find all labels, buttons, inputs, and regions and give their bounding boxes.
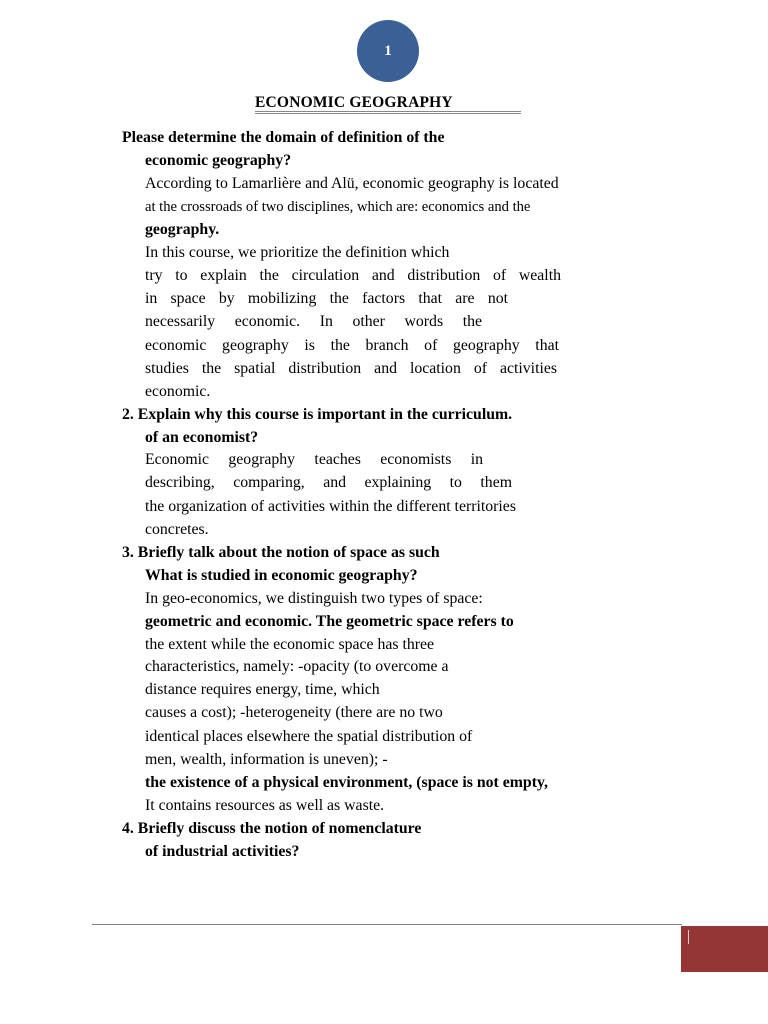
question-2-line-1: 2. Explain why this course is important in the curriculum. (122, 406, 513, 423)
question-4-line-1: 4. Briefly discuss the notion of nomenclature (122, 820, 422, 837)
answer-1-line-7: necessarily economic. In other words the (145, 313, 482, 330)
answer-3-line-2: geometric and economic. The geometric space refers to (145, 613, 514, 630)
answer-1-line-6: in space by mobilizing the factors that are not (145, 290, 508, 307)
question-1-line-2: economic geography? (145, 152, 292, 169)
answer-1-line-4: In this course, we prioritize the definition which (145, 244, 450, 261)
answer-2-line-4: concretes. (145, 521, 209, 538)
answer-1-line-3: geography. (145, 221, 220, 238)
answer-1-line-1: According to Lamarlière and Alü, economic geography is located (145, 175, 559, 192)
question-4-line-2: of industrial activities? (145, 843, 300, 860)
footer-divider (92, 924, 682, 925)
answer-1-line-2: at the crossroads of two disciplines, which are: economics and the (145, 199, 531, 215)
answer-2-line-1: Economic geography teaches economists in (145, 451, 483, 468)
answer-1-line-8: economic geography is the branch of geography that (145, 337, 559, 354)
answer-3-line-9: the existence of a physical environment, (space is not empty, (145, 774, 548, 791)
answer-1-line-10: economic. (145, 383, 211, 400)
answer-3-line-1: In geo-economics, we distinguish two types of space: (145, 590, 483, 607)
answer-3-line-6: causes a cost); -heterogeneity (there are no two (145, 704, 443, 721)
answer-3-line-7: identical places elsewhere the spatial distribution of (145, 728, 473, 745)
answer-3-line-8: men, wealth, information is uneven); - (145, 751, 388, 768)
title-underline (255, 111, 521, 114)
document-title: ECONOMIC GEOGRAPHY (255, 94, 453, 111)
question-3-line-2: What is studied in economic geography? (145, 567, 418, 584)
answer-1-line-9: studies the spatial distribution and location of activities (145, 360, 557, 377)
answer-1-line-5: try to explain the circulation and distribution of wealth (145, 267, 561, 284)
answer-3-line-10: It contains resources as well as waste. (145, 797, 385, 814)
question-3-line-1: 3. Briefly talk about the notion of space as such (122, 544, 440, 561)
question-2-line-2: of an economist? (145, 429, 259, 446)
question-1-line-1: Please determine the domain of definition of the (122, 129, 445, 146)
page-number-badge: 1 (357, 20, 419, 82)
answer-2-line-2: describing, comparing, and explaining to them (145, 474, 512, 491)
answer-2-line-3: the organization of activities within the different territories (145, 498, 516, 515)
answer-3-line-4: characteristics, namely: -opacity (to overcome a (145, 658, 449, 675)
footer-accent-block (681, 926, 768, 972)
footer-accent-tick (688, 930, 689, 944)
answer-3-line-5: distance requires energy, time, which (145, 681, 380, 698)
answer-3-line-3: the extent while the economic space has three (145, 636, 435, 653)
